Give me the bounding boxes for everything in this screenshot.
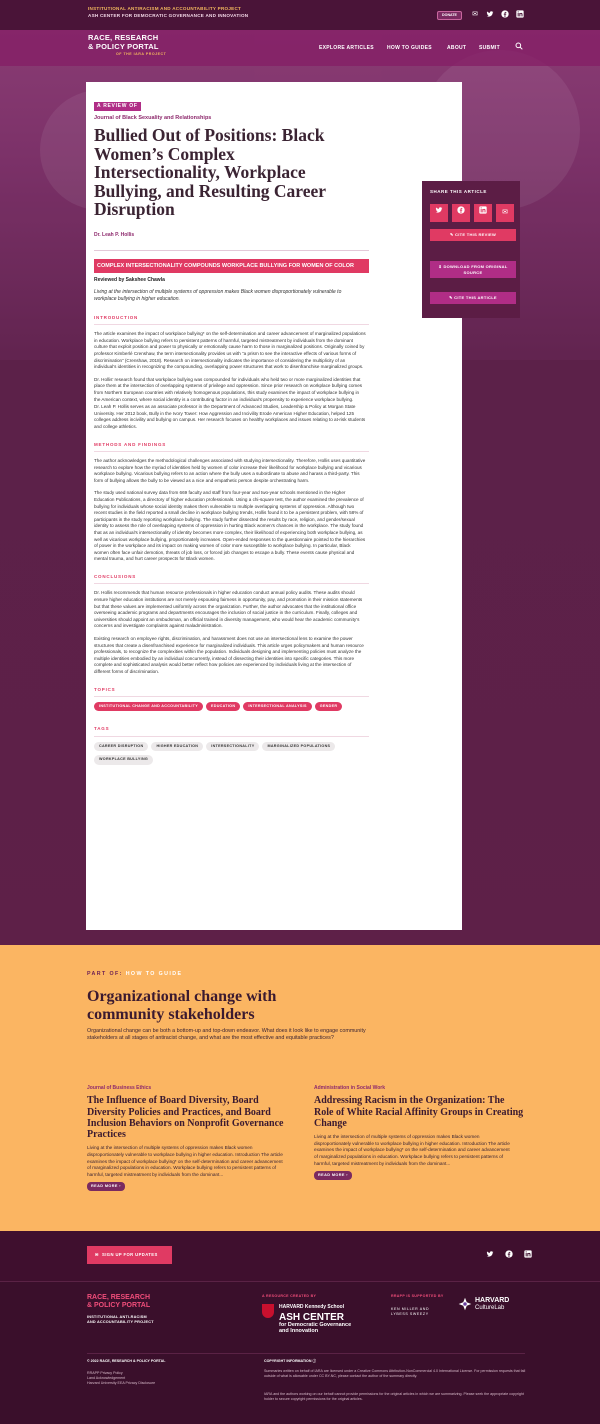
logo-subtitle: OF THE IARA PROJECT — [116, 52, 167, 56]
privacy-policy-link[interactable]: RRAPP Privacy Policy — [87, 1371, 123, 1375]
topic-pill[interactable]: INSTITUTIONAL CHANGE AND ACCOUNTABILITY — [94, 702, 203, 711]
linkedin-icon[interactable] — [515, 10, 525, 20]
center-name: ASH CENTER FOR DEMOCRATIC GOVERNANCE AND INNOVATION — [88, 12, 249, 18]
copyright-text-1: Summaries written on behalf of IARA are licensed under a Creative Commons Attribution-NonCommercial 4.0 International License. For permission requests that fall outside of what is allowable under CC BY-NC, please contact the author of the summary directly. — [264, 1369, 526, 1379]
paragraph: The author acknowledges the methodological challenges associated with studying intersectionality. Therefore, Hollis uses quantitative research to explore how the myriad of identities held by women of color increase their likelihood for workplace bullying and vicarious workplace bullying. Vicarious bullying refers to an action where the bully uses a subordinate to abuse and harass a third-party. This form of bullying allows the bully to be viewed as a nice and empathetic person despite orchestrating harm. — [94, 458, 366, 483]
footer-links — [87, 1371, 155, 1387]
linkedin-icon[interactable] — [474, 204, 492, 222]
footer-sub-line-1: INSTITUTIONAL ANTI-RACISM — [87, 1315, 147, 1319]
culturelab-line-2: CultureLab — [475, 1305, 505, 1311]
tag-pill[interactable]: WORKPLACE BULLYING — [94, 755, 153, 764]
mail-icon[interactable]: ✉ — [472, 11, 478, 18]
share-heading: SHARE THIS ARTICLE — [430, 189, 487, 194]
how-to-guide-section — [0, 945, 600, 1231]
paragraph: Existing research on employee rights, discrimination, and harassment does not use an intersectional lens to examine the power structures that create a disenfranchised experience for marginalized individuals. This article urges policymakers and human resource professionals, to recognize the complexities within the population. Individuals designing and implementing policies must analyze the multiple identities embodied by an individual concurrently, instead of dissecting their identities into specific categories. This more complete and sophisticated analysis would better reflect how policies are experienced by individuals living at the intersection of different forms of discrimination. — [94, 636, 364, 675]
download-button[interactable]: ⬇ DOWNLOAD FROM ORIGINAL SOURCE — [430, 261, 516, 278]
hks-name: HARVARD Kennedy School — [279, 1304, 345, 1310]
logo-line-1: RACE, RESEARCH — [88, 33, 159, 42]
part-of-prefix: PART OF: — [87, 971, 123, 977]
footer-logo-line-1: RACE, RESEARCH — [87, 1294, 151, 1301]
copyright-info-label: COPYRIGHT INFORMATION — [264, 1359, 312, 1363]
paragraph: Dr. Hollis’ research found that workplace bullying was compounded for individuals who held two or more marginalized identities that place them at the intersection of overlapping systems of privilege and oppression. Since prior research on workplace bullying comes from Northern European countries with relatively homogenous populations, this study examines the impact of workplace bullying in the American context, where social identity is a contributing factor in an individual’s propensity to experience workplace bullying. — [94, 376, 363, 402]
paragraph: The study used national survey data from 669 faculty and staff from four-year and two-year schools mentioned in the Higher Education Publications, a directory of higher education professionals. Using a chi-square test, the author examined the prevalence of bullying for individuals whose social identity makes them vulnerable to multiple overlapping systems of oppression. Although two recent studies in the field reported a small decline in workplace bullying trends, Hollis found it to be a persistent problem, with 58% of participants in the study reporting workplace bullying. The study further dissected the results by race, religion, and gender/sexual identity to assess the role of overlapping systems of oppression in hurting Black women’s chances in the workplace. The study found that as an individual’s intersectionality of identity becomes more complex, their likelihood of experiencing both workplace bullying, as well as vicarious workplace bullying, proportionately increases. Open-ended responses to the questionnaire pointed to the hierarchies of power in the workplace and its impact on making women of color more susceptible to workplace bullying. In particular, Black women often face unfair demotion, threats of job loss, or forced job changes to escape a bully. These events cause physical and mental trauma, and hurt career prospects for Black women. — [94, 490, 366, 562]
section-heading-methods: METHODS AND FINDINGS — [94, 442, 369, 453]
twitter-icon[interactable] — [430, 204, 448, 222]
review-lede: Living at the intersection of multiple systems of oppression makes Black women disproportionately vulnerable to workplace bullying in higher education. — [94, 289, 342, 303]
topic-pill[interactable]: INTERSECTIONAL ANALYSIS — [243, 702, 311, 711]
cite-review-label: CITE THIS REVIEW — [455, 232, 497, 237]
footer-signup-bar — [0, 1231, 600, 1281]
nav-about[interactable]: ABOUT — [447, 45, 467, 51]
related-title[interactable]: The Influence of Board Diversity, Board Diversity Policies and Practices, and Board Inclusion Behaviors on Nonprofit Governance Practices — [87, 1095, 284, 1141]
culturelab-line-1: HARVARD — [475, 1297, 510, 1304]
paragraph: The article examines the impact of workplace bullying* on the self-determination and career advancement of marginalized populations in education. Workplace bullying refers to persistent patterns of harmful, targeted mistreatment by individuals from the dominant culture that exploit position and power to physically or emotionally cause harm to those in marginalized positions. Originally coined by professor Kimberlé Crenshaw, the term intersectionality provides us with “a prism to see the interactive effects of various forms of discrimination” (Crenshaw, 2018). Research on intersectionality indicates the importance of considering the multiplicity of an individual’s identities in recognizing the compounding, overlapping power structures that work to disenfranchise marginalized groups. — [94, 331, 366, 370]
sponsor-1-line-1: KEN MILLER AND — [391, 1307, 430, 1311]
mail-icon[interactable]: ✉ — [496, 204, 514, 222]
facebook-icon[interactable] — [500, 10, 510, 20]
related-journal: Administration in Social Work — [314, 1085, 386, 1091]
section-heading-conclusions: CONCLUSIONS — [94, 574, 369, 585]
part-of-value[interactable]: HOW TO GUIDE — [125, 971, 183, 977]
linkedin-icon[interactable] — [523, 1250, 533, 1260]
reviewed-by: Reviewed by Sakshee Chawla — [94, 276, 165, 283]
tag-pill[interactable]: HIGHER EDUCATION — [151, 742, 203, 751]
divider — [94, 250, 369, 251]
section-heading-topics: TOPICS — [94, 687, 369, 698]
footer-subtitle — [87, 1315, 154, 1325]
culturelab-logo-icon — [458, 1297, 472, 1311]
related-excerpt: Living at the intersection of multiple systems of oppression makes Black women disproportionately vulnerable to workplace bullying in higher education. Introduction The article examines the impact of workplace bullying* on the self-determination and career advancement of marginalized populations in education. Workplace bullying refers to persistent patterns of harmful, targeted mistreatment by individuals from the dominant... — [314, 1134, 510, 1166]
guide-description: Organizational change can be both a bottom-up and top-down endeavor. What does it look like to engage community stakeholders at all stages of antiracist change, and what are the most effective and equitable practices? — [87, 1028, 366, 1042]
twitter-icon[interactable] — [485, 1250, 495, 1260]
sponsor-1-line-2: LYBESS SWEEZY — [391, 1312, 429, 1317]
site-logo[interactable] — [88, 33, 166, 57]
tag-pill[interactable]: INTERSECTIONALITY — [206, 742, 259, 751]
twitter-icon[interactable] — [485, 10, 495, 20]
project-name: INSTITUTIONAL ANTIRACISM AND ACCOUNTABILITY PROJECT — [88, 6, 242, 11]
cite-article-label: CITE THIS ARTICLE — [454, 295, 497, 300]
cite-article-button[interactable]: ✎ CITE THIS ARTICLE — [430, 292, 516, 304]
eea-privacy-link[interactable]: Harvard University EEA Privacy Disclosure — [87, 1381, 156, 1386]
footer-logo-line-2: & POLICY PORTAL — [87, 1302, 151, 1310]
copyright-line: © 2022 RACE, RESEARCH & POLICY PORTAL — [87, 1359, 166, 1363]
info-icon: ⓘ — [312, 1359, 317, 1363]
nav-explore-articles[interactable]: EXPLORE ARTICLES — [319, 45, 374, 51]
nav-submit[interactable]: SUBMIT — [479, 45, 500, 51]
ash-sub-line-1: for Democratic Governance — [279, 1322, 352, 1328]
download-label: DOWNLOAD FROM ORIGINAL SOURCE — [443, 264, 508, 275]
read-more-button[interactable]: READ MORE › — [314, 1171, 352, 1180]
article-title: Bullied Out of Positions: Black Women’s Complex Intersectionality, Workplace Bullying, and Resulting Career Disruption — [94, 125, 326, 220]
copyright-text-2: IARA and the authors working on our behalf cannot provide permissions for the original articles in which we are summarizing. Please seek the appropriate copyright holder to secure copyright permissions for the original articles. — [264, 1392, 524, 1402]
nav-how-to-guides[interactable]: HOW TO GUIDES — [387, 45, 432, 51]
review-card — [86, 82, 462, 930]
ash-center-name: ASH CENTER — [279, 1312, 345, 1323]
topic-pill[interactable]: GENDER — [315, 702, 343, 711]
copyright-info-heading — [264, 1359, 316, 1364]
related-title[interactable]: Addressing Racism in the Organization: The Role of White Racial Affinity Groups in Creating Change — [314, 1095, 524, 1129]
tag-pill[interactable]: MARGINALIZED POPULATIONS — [262, 742, 335, 751]
culturelab-logo[interactable] — [475, 1297, 509, 1312]
paragraph: Dr. Leah P. Hollis serves as an associate professor in the Department of Advanced Studies, Leadership & Policy at Morgan State University. Her 2012 book, Bully in the Ivory Tower: How Aggression and Incivility Erode American Higher Education, helped 125 colleges address incivility and bullying on campus. Her research focuses on healthy workplaces and issues relating to at-risk students and college athletics. — [94, 404, 366, 429]
donate-button[interactable]: DONATE — [437, 11, 462, 20]
ash-center-subtitle — [279, 1322, 399, 1334]
review-badge: A REVIEW OF — [94, 102, 141, 111]
review-headline: COMPLEX INTERSECTIONALITY COMPOUNDS WORKPLACE BULLYING FOR WOMEN OF COLOR — [94, 259, 369, 273]
cite-review-button[interactable]: ✎ CITE THIS REVIEW — [430, 229, 516, 241]
footer-logo[interactable] — [87, 1294, 150, 1310]
guide-title[interactable]: Organizational change with community stakeholders — [87, 988, 277, 1023]
related-journal: Journal of Business Ethics — [87, 1085, 152, 1091]
land-acknowledgement-link[interactable]: Land Acknowledgement — [87, 1376, 126, 1381]
section-heading-introduction: INTRODUCTION — [94, 315, 369, 326]
read-more-button[interactable]: READ MORE › — [87, 1182, 125, 1191]
related-article — [314, 1085, 524, 1180]
section-heading-tags: TAGS — [94, 726, 369, 737]
article-author[interactable]: Dr. Leah P. Hollis — [94, 231, 135, 238]
share-panel — [422, 181, 520, 318]
signup-label: SIGN UP FOR UPDATES — [102, 1252, 158, 1257]
topic-pill[interactable]: EDUCATION — [206, 702, 240, 711]
harvard-shield-icon — [262, 1304, 274, 1318]
footer-sub-line-2: AND ACCOUNTABILITY PROJECT — [87, 1320, 154, 1324]
sponsor-miller-sweezy — [391, 1307, 429, 1317]
topic-list — [94, 702, 369, 715]
facebook-icon[interactable] — [452, 204, 470, 222]
footer-divider — [87, 1353, 525, 1354]
paragraph: Dr. Hollis recommends that human resource professionals in higher education conduct annual policy audits. These audits should ensure higher education institutions are not merely espousing fairness in opportunity, pay, and promotion in their mission statements but that these values are implemented uniformly across the organization. Further, the author advocates that the institutional office overseeing academic programs and departments encourages the inclusion of social justice in the curriculum. Finally, colleges and universities should appoint an ombudsman, an official trained in diversity management, who would hear the academic community’s concerns and investigate complaints against maladministration. — [94, 590, 363, 629]
signup-button[interactable]: ✉ SIGN UP FOR UPDATES — [87, 1246, 172, 1264]
tag-pill[interactable]: CAREER DISRUPTION — [94, 742, 148, 751]
ash-sub-line-2: and Innovation — [279, 1328, 319, 1334]
top-bar — [0, 0, 600, 30]
related-article — [87, 1085, 297, 1191]
related-excerpt: Living at the intersection of multiple systems of oppression makes Black women disproportionately vulnerable to workplace bullying in higher education. Introduction The article examines the impact of workplace bullying* on the self-determination and career advancement of marginalized populations in education. Workplace bullying refers to persistent patterns of harmful, targeted mistreatment by individuals from the dominant... — [87, 1145, 283, 1177]
search-icon[interactable] — [515, 42, 525, 52]
supported-by-label: RRAPP IS SUPPORTED BY — [391, 1294, 444, 1298]
journal-name: Journal of Black Sexuality and Relationships — [94, 115, 212, 122]
logo-line-2: & POLICY PORTAL — [88, 42, 159, 51]
created-by-label: A RESOURCE CREATED BY — [262, 1294, 317, 1298]
facebook-icon[interactable] — [504, 1250, 514, 1260]
tag-list — [94, 742, 369, 769]
part-of-label — [87, 971, 182, 979]
